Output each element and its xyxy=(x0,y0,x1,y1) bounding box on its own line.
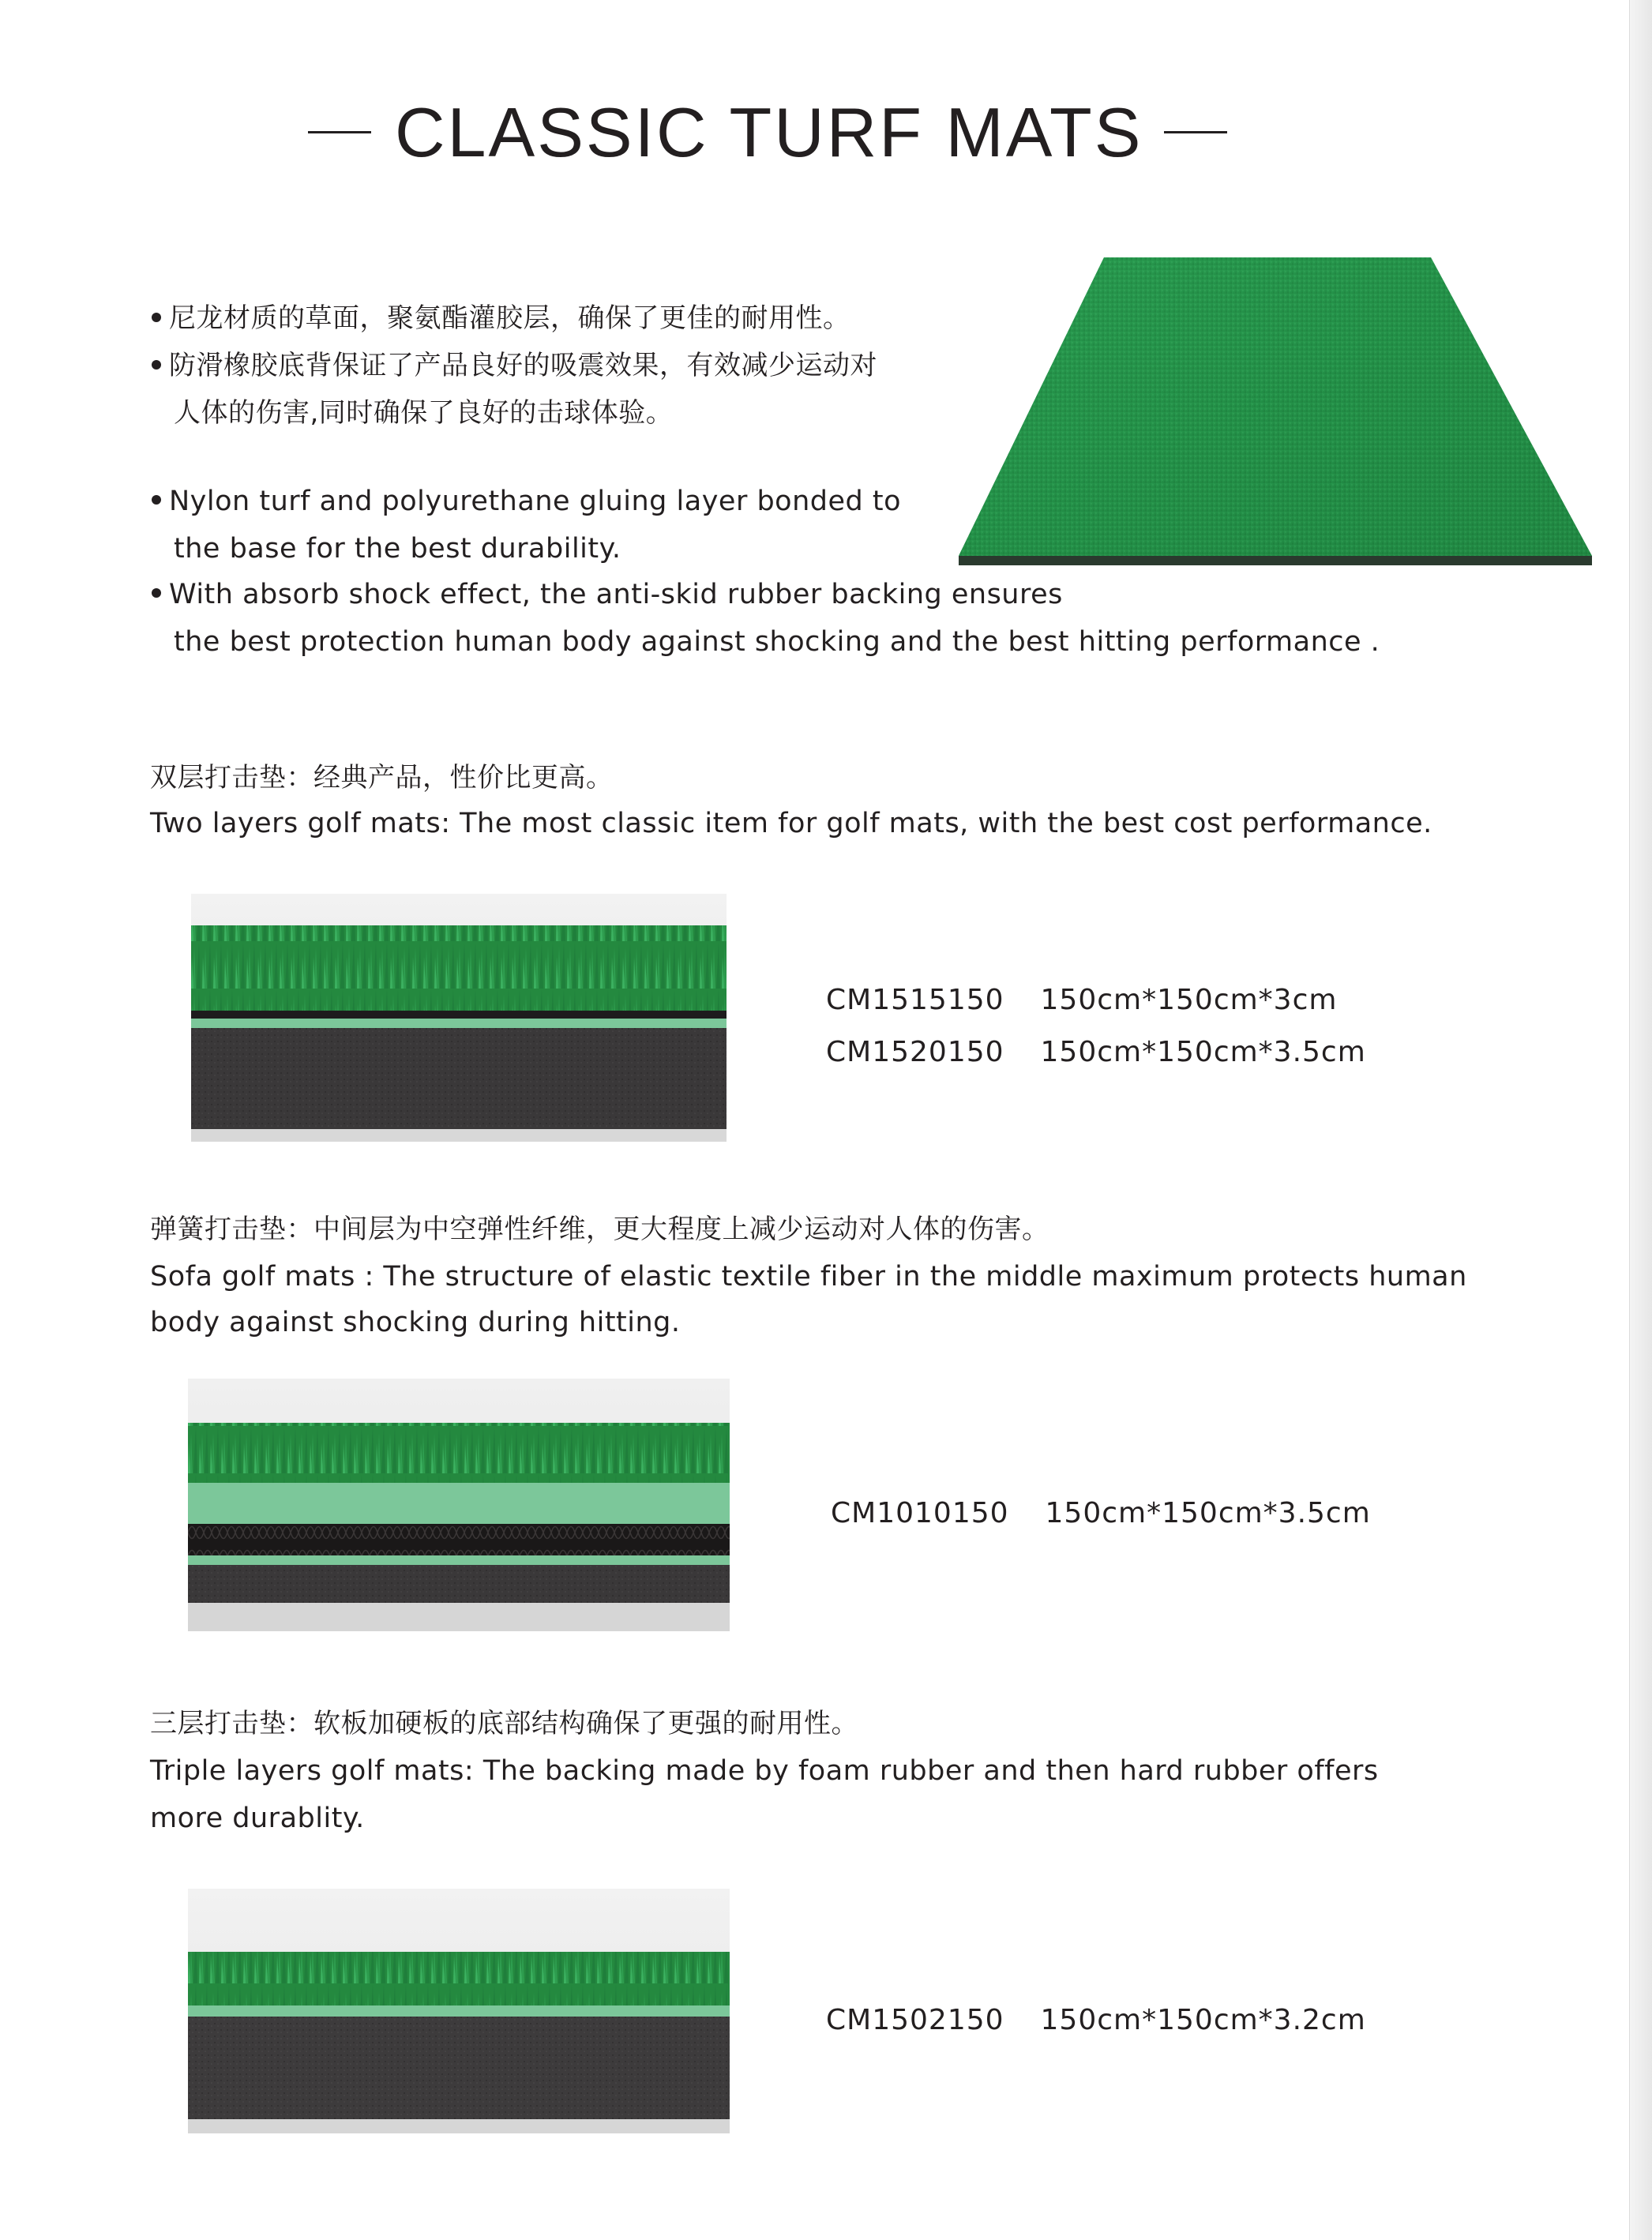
page-edge xyxy=(1629,0,1652,2240)
section-2-en-1: Sofa golf mats : The structure of elastic textile fiber in the middle maximum protects human xyxy=(150,1261,1467,1293)
section-3-cn: 三层打击垫：软板加硬板的底部结构确保了更强的耐用性。 xyxy=(150,1708,858,1739)
turf-mat-image xyxy=(948,251,1600,572)
spec-row xyxy=(831,1494,1371,1533)
intro-en-bullet-1: Nylon turf and polyurethane gluing layer bonded to xyxy=(152,482,901,521)
spec-row xyxy=(826,1033,1366,1072)
product-code: CM1010150 xyxy=(831,1497,1009,1529)
intro-en-bullet-2: With absorb shock effect, the anti-skid rubber backing ensures xyxy=(152,575,1063,614)
sofa-mat-photo xyxy=(188,1379,730,1631)
product-code: CM1515150 xyxy=(826,984,1004,1016)
product-code: CM1502150 xyxy=(826,2004,1004,2036)
section-1-en-1: Two layers golf mats: The most classic item for golf mats, with the best cost performance. xyxy=(150,808,1432,839)
section-2-en-2: body against shocking during hitting. xyxy=(150,1307,681,1338)
product-size: 150cm*150cm*3.2cm xyxy=(1040,2004,1366,2036)
section-3-en-2: more durablity. xyxy=(150,1803,365,1834)
product-size: 150cm*150cm*3cm xyxy=(1040,984,1338,1016)
section-1-cn: 双层打击垫：经典产品，性价比更高。 xyxy=(150,762,614,794)
product-code: CM1520150 xyxy=(826,1036,1004,1068)
intro-en-bullet-1-cont: the base for the best durability. xyxy=(174,533,621,565)
section-3-en-1: Triple layers golf mats: The backing made by foam rubber and then hard rubber offers xyxy=(150,1755,1379,1787)
bullet-icon xyxy=(152,313,161,322)
product-size: 150cm*150cm*3.5cm xyxy=(1040,1036,1366,1068)
intro-cn-bullet-2: 防滑橡胶底背保证了产品良好的吸震效果，有效减少运动对 xyxy=(152,346,877,385)
intro-en-bullet-2-cont: the best protection human body against shocking and the best hitting performance . xyxy=(174,626,1380,658)
intro-cn-bullet-2-cont: 人体的伤害,同时确保了良好的击球体验。 xyxy=(174,397,674,429)
product-size: 150cm*150cm*3.5cm xyxy=(1045,1497,1371,1529)
spec-row xyxy=(826,2001,1366,2040)
title-rule-left xyxy=(308,131,371,133)
bullet-icon xyxy=(152,588,161,598)
bullet-icon xyxy=(152,495,161,505)
title-rule-right xyxy=(1164,131,1227,133)
intro-cn-bullet-1: 尼龙材质的草面，聚氨酯灌胶层，确保了更佳的耐用性。 xyxy=(152,298,850,338)
section-2-cn: 弹簧打击垫：中间层为中空弹性纤维，更大程度上减少运动对人体的伤害。 xyxy=(150,1214,1049,1245)
bullet-icon xyxy=(152,360,161,370)
spec-row xyxy=(826,981,1337,1020)
triple-layer-mat-photo xyxy=(188,1889,730,2133)
two-layer-mat-photo xyxy=(191,894,727,1142)
page-title: CLASSIC TURF MATS xyxy=(395,93,1143,171)
